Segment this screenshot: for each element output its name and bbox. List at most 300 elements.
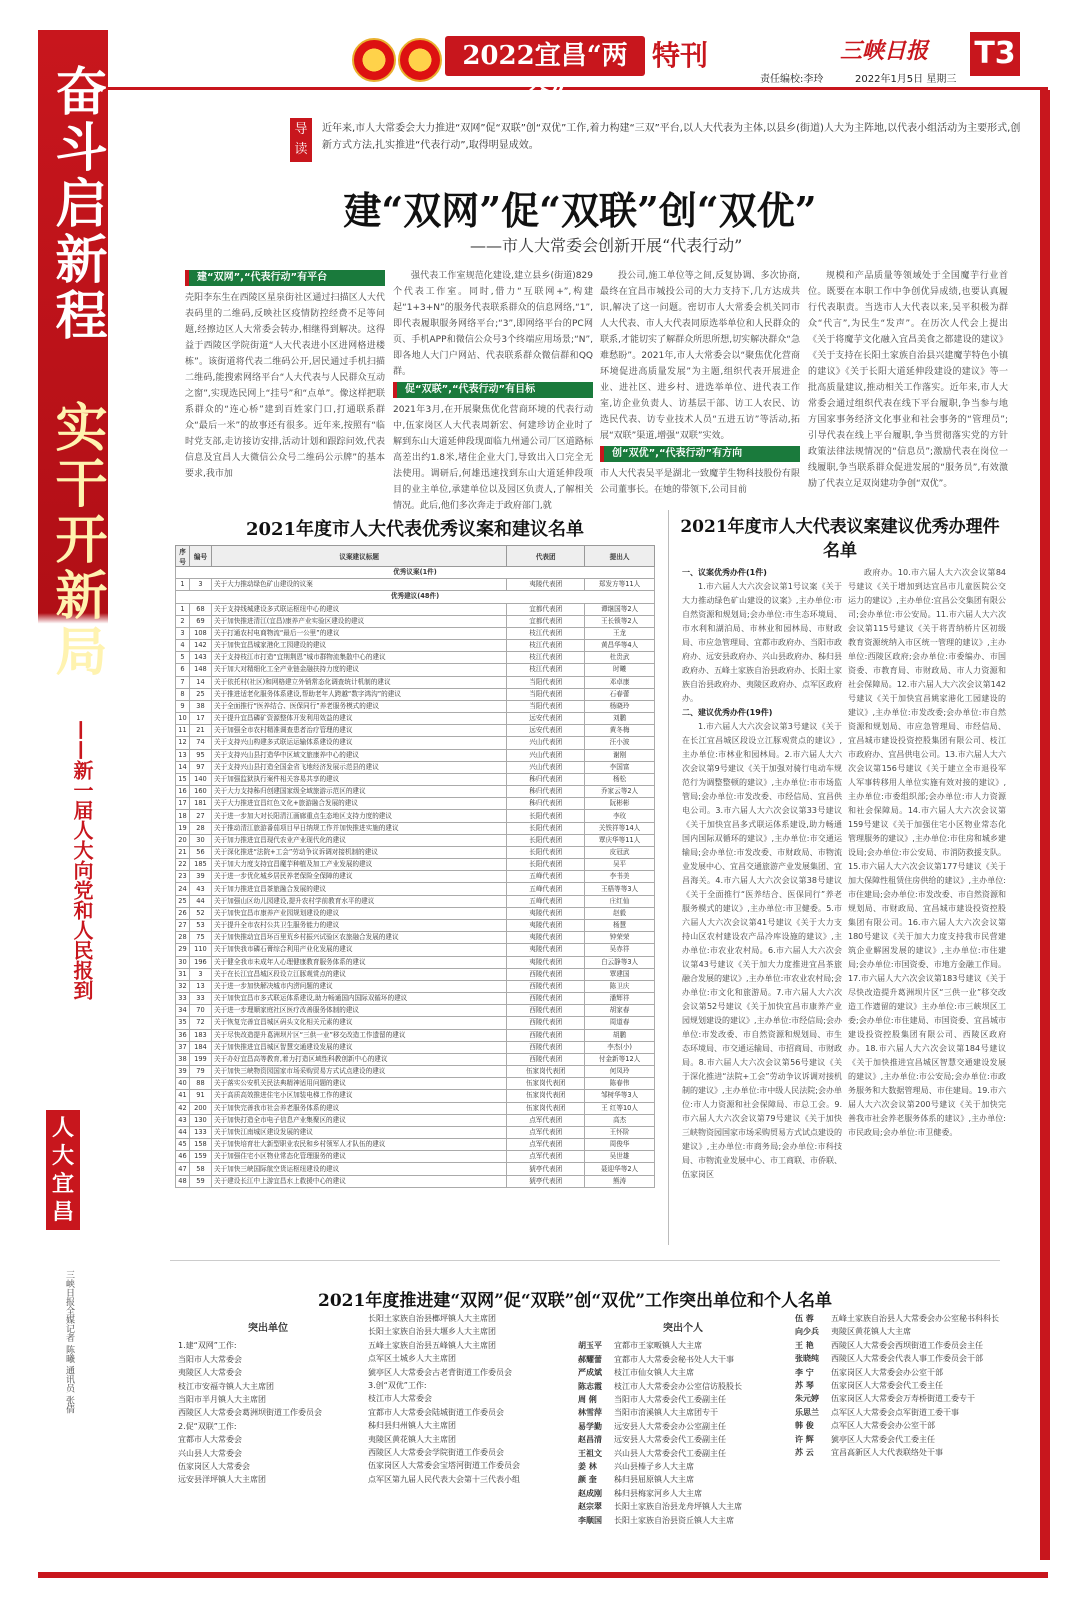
table-cell: 21 xyxy=(176,846,190,858)
person-item xyxy=(795,1433,1005,1446)
table-row xyxy=(176,603,655,615)
table-cell: 周道春 xyxy=(585,1017,655,1029)
table-cell: 西陵代表团 xyxy=(507,968,585,980)
table-cell: 吴世雄 xyxy=(585,1151,655,1163)
motions-table-body xyxy=(176,567,655,1188)
article-col-2 xyxy=(393,268,593,514)
table-cell: 远安代表团 xyxy=(507,713,585,725)
table-row xyxy=(176,713,655,725)
person-item xyxy=(578,1353,788,1366)
list-item: 枝江市人大常委会 xyxy=(368,1394,432,1404)
table-cell: 185 xyxy=(189,859,211,871)
table-cell: 关于支持兴山县打造华中区域文旅康养中心的建议 xyxy=(211,749,506,761)
table1-title: 2021年度市人大代表优秀议案和建议名单 xyxy=(245,519,585,540)
handling-col-1 xyxy=(682,566,842,1182)
table-cell: 关于加快推动宜昌环百里荒乡村振兴试验区农旅融合发展的建议 xyxy=(211,932,506,944)
table-cell: 熊涛 xyxy=(585,1175,655,1187)
table-cell: 付金新等12人 xyxy=(585,1053,655,1065)
table-cell: 133 xyxy=(189,1126,211,1138)
table-cell: 关于依托村(社区)和网格建立外销常态化调查统计机制的建议 xyxy=(211,676,506,688)
table-row xyxy=(176,1151,655,1163)
list-item: 点军区土城乡人大主席团 xyxy=(368,1354,456,1364)
table-cell: 95 xyxy=(189,749,211,761)
list-item: 猇亭区人大常委会古老背街道工作委员会 xyxy=(368,1367,512,1377)
table-cell: 23 xyxy=(176,871,190,883)
table-cell: 31 xyxy=(176,968,190,980)
table-row xyxy=(176,1005,655,1017)
person-item xyxy=(795,1446,1005,1459)
table-cell: 38 xyxy=(189,700,211,712)
table-cell: 乔家云等2人 xyxy=(585,786,655,798)
table-cell: 41 xyxy=(176,1090,190,1102)
table-cell: 关于打通农村电商物流“最后一公里”的建议 xyxy=(211,627,506,639)
table-cell: 3 xyxy=(176,627,190,639)
page-number: T3 xyxy=(970,32,1020,76)
th-seq: 序号 xyxy=(176,546,190,567)
list-item: 秭归县归州镇人大主席团 xyxy=(368,1421,456,1431)
table-cell: 19 xyxy=(176,822,190,834)
table-cell: 猇亭代表团 xyxy=(507,1163,585,1175)
table-cell: 关于推动清江旅游番茄项目早日纳规工作并加快推进实施的建议 xyxy=(211,822,506,834)
table-cell: 183 xyxy=(189,1029,211,1041)
person-name: 苏 云 xyxy=(795,1448,814,1458)
table-cell: 点军代表团 xyxy=(507,1151,585,1163)
person-name: 胡玉平 xyxy=(578,1341,602,1351)
table-cell: 黄昌华等4人 xyxy=(585,640,655,652)
table-cell: 关于全面推行“医养结合、医保同行”养老服务模式的建议 xyxy=(211,700,506,712)
table-cell: 杜贵武 xyxy=(585,652,655,664)
table-cell: 关于加快我市磷石膏综合利用产业化发展的建议 xyxy=(211,944,506,956)
table-cell: 五峰代表团 xyxy=(507,895,585,907)
table-cell: 关于进一步加大对长阳清江画廊重点生态地区支持力度的建议 xyxy=(211,810,506,822)
units-col-2 xyxy=(368,1312,578,1486)
table-row xyxy=(176,1041,655,1053)
person-role: 秭归县屈原镇人大主席 xyxy=(614,1475,694,1485)
table-cell: 秭归代表团 xyxy=(507,786,585,798)
people-head: 突出个人 xyxy=(663,1323,703,1334)
list-item: 长阳土家族自治县大堰乡人大主席团 xyxy=(368,1327,496,1337)
table-cell: 17 xyxy=(189,713,211,725)
table-cell: 西陵代表团 xyxy=(507,993,585,1005)
table-cell: 石春蕾 xyxy=(585,688,655,700)
table-row xyxy=(176,737,655,749)
table-cell: 秭归代表团 xyxy=(507,798,585,810)
table-cell: 关于加大对精细化工全产业链金融扶持力度的建议 xyxy=(211,664,506,676)
table-cell: 西陵代表团 xyxy=(507,1041,585,1053)
list-item: 点军区第九届人民代表大会第十三代表小组 xyxy=(368,1474,520,1484)
table-cell: 44 xyxy=(176,1126,190,1138)
person-item xyxy=(578,1406,788,1419)
person-name: 韩 俊 xyxy=(795,1421,814,1431)
table-cell: 33 xyxy=(176,993,190,1005)
table-cell: 28 xyxy=(176,932,190,944)
table-row xyxy=(176,822,655,834)
table-cell: 庄红仙 xyxy=(585,895,655,907)
person-role: 五峰土家族自治县人大常委会办公室秘书科科长 xyxy=(831,1314,999,1323)
person-item xyxy=(795,1312,1005,1325)
table-row xyxy=(176,688,655,700)
person-role: 长阳土家族自治县资丘镇人大主席 xyxy=(614,1515,734,1525)
table-row xyxy=(176,895,655,907)
left-banner xyxy=(38,30,108,1090)
table-cell: 91 xyxy=(189,1090,211,1102)
person-role: 兴山县人大常委会代工委副主任 xyxy=(614,1448,726,1458)
list-item: 长阳土家族自治县榔坪镇人大主席团 xyxy=(368,1314,496,1323)
person-name: 赵宗翠 xyxy=(578,1502,602,1512)
article-col-3 xyxy=(600,268,800,498)
person-name: 李 宁 xyxy=(795,1367,814,1377)
table-cell: 10 xyxy=(176,713,190,725)
table-cell: 13 xyxy=(189,980,211,992)
table-cell: 196 xyxy=(189,956,211,968)
person-role: 宜都市人大常委会秘书处人大干事 xyxy=(614,1354,734,1364)
table-row xyxy=(176,1017,655,1029)
table-cell: 高杰 xyxy=(585,1114,655,1126)
table-cell: 关于加力推进宜昌茶旅融合发展的建议 xyxy=(211,883,506,895)
person-item xyxy=(795,1419,1005,1432)
person-item xyxy=(578,1500,788,1513)
table-cell: 长阳代表团 xyxy=(507,810,585,822)
table-cell: 6 xyxy=(176,664,190,676)
person-name: 向少兵 xyxy=(795,1327,819,1337)
table-row xyxy=(176,883,655,895)
table-cell: 李书美 xyxy=(585,871,655,883)
table-cell: 199 xyxy=(189,1053,211,1065)
list-item: 伍家岗区人大常委会宝塔河街道工作委员会 xyxy=(368,1461,520,1471)
table-cell: 关于推进适老化服务体系建设,帮助老年人跨越“数字鸿沟”的建议 xyxy=(211,688,506,700)
byline-credit: 三峡日报全媒记者 陈曦 通讯员 张倩 xyxy=(64,1270,74,1414)
col3-text: 投公司,施工单位等之间,反复协调、多次协商,最终在宜昌市城投公司的大力支持下,几方达成共识,解决了这一问题。密切市人大常委会机关同市人大代表、市人大代表同原选举单位和人民群众的联系,才能切实了解群众所思所想,切实解决群众“急难愁盼”。2021年,市人大常委会以“聚焦优化营商环境促进高质量发展”为主题,组织代表开展进企业、进社区、进乡村、进选举单位、进代表工作室,访企业负责人、访基层干部、访工人农民、访选民代表、访专业技术人员“五进五访”等活动,拓展“双联”渠道,增强“双联”实效。 xyxy=(600,271,800,441)
table-cell: 邓卓康 xyxy=(585,676,655,688)
table-cell: 200 xyxy=(189,1102,211,1114)
table-row xyxy=(176,980,655,992)
section-head-2: 促“双联”,“代表行动”有目标 xyxy=(393,382,593,398)
person-name: 赵成刚 xyxy=(578,1488,602,1498)
table-cell: 88 xyxy=(189,1078,211,1090)
person-role: 远安县人大常委会办公室副主任 xyxy=(614,1421,726,1431)
table-cell: 关于支持兴山构建多式联运运输体系建设的建议 xyxy=(211,737,506,749)
person-item xyxy=(578,1487,788,1500)
table-row xyxy=(176,871,655,883)
table-cell: 关于加快三峡国际航空货运枢纽建设的建议 xyxy=(211,1163,506,1175)
table-cell: 兴山代表团 xyxy=(507,749,585,761)
person-name: 苏 琴 xyxy=(795,1381,814,1391)
table-cell: 关于进一步加快解决城市内涝问题的建议 xyxy=(211,980,506,992)
table-cell: 西陵代表团 xyxy=(507,1005,585,1017)
table-cell: 21 xyxy=(189,725,211,737)
table-cell: 68 xyxy=(189,603,211,615)
person-name: 林雪萍 xyxy=(578,1408,602,1418)
table-cell: 谢刚 xyxy=(585,749,655,761)
th-no: 编号 xyxy=(189,546,211,567)
person-name: 王 艳 xyxy=(795,1340,814,1350)
table-cell: 伍家岗代表团 xyxy=(507,1078,585,1090)
table-cell: 47 xyxy=(176,1163,190,1175)
table-cell: 刘鹏 xyxy=(585,713,655,725)
list-item: 2.促“双联”工作: xyxy=(178,1421,237,1431)
table-cell: 枝江代表团 xyxy=(507,664,585,676)
table-cell: 69 xyxy=(189,615,211,627)
table-cell: 14 xyxy=(189,676,211,688)
table-cell: 夷陵代表团 xyxy=(507,579,585,591)
table-cell: 枝江代表团 xyxy=(507,652,585,664)
col4-text: 规模和产品质量等领域处于全国魔芋行业首位。既要在本职工作中争创优异成绩,也要认真履行代表职责。当选市人大代表以来,吴平积极为群众“代言”,为民生“发声”。在历次人代会上提出《关于将魔芋文化融入宜昌美食之都建设的建议》《关于支持在长阳土家族自治县兴建魔芋特色小镇的建议》《关于长阳大道延伸段建设的建议》等一批高质量建议,推动相关工作落实。近年来,市人大常委会通过组织代表在线下平台履职,争当参与地方国家事务经济文化事业和社会事务的“管理员”;引导代表在线上平台履职,争当贯彻落实党的方针政策法律法规情况的“信息员”;激励代表在岗位一线履职,争当联系群众促进发展的“服务员”,有效激励了代表立足双岗建功争创“双优”。 xyxy=(808,271,1008,489)
table-row xyxy=(176,1126,655,1138)
handling-a1: 1.市六届人大六次会议第1号议案《关于大力推动绿色矿山建设的议案》,主办单位:市自然资源和规划局;会办单位:市生态环境局、市水利和湖泊局、市林业和园林局、市财政局、市应急管理局、宜都市政府办、当阳市政府办、远安县政府办、兴山县政府办、秭归县政府办、五峰土家族自治县政府办、长阳土家族自治县政府办、夷陵区政府办、点军区政府办。 xyxy=(682,582,842,703)
table-cell: 远安代表团 xyxy=(507,725,585,737)
table-cell: 7 xyxy=(176,676,190,688)
table-cell: 关于加快打造全市电子信息产业集聚区的建议 xyxy=(211,1114,506,1126)
table-cell: 关于尽快改造提升葛洲坝片区“三供一业”移交改造工作遗留的建议 xyxy=(211,1029,506,1041)
person-name: 乐思兰 xyxy=(795,1407,819,1417)
table-row xyxy=(176,615,655,627)
table-cell: 184 xyxy=(189,1041,211,1053)
table-cell: 39 xyxy=(176,1066,190,1078)
table-cell: 当阳代表团 xyxy=(507,700,585,712)
person-item xyxy=(795,1379,1005,1392)
person-name: 王祖文 xyxy=(578,1448,602,1458)
list-item: 枝江市安福寺镇人大主席团 xyxy=(178,1381,274,1391)
table-cell: 黄冬梅 xyxy=(585,725,655,737)
section-cell: 优秀议案(1件) xyxy=(176,567,655,579)
table-row xyxy=(176,652,655,664)
table-row xyxy=(176,968,655,980)
table-cell: 关于大力推动绿色矿山建设的议案 xyxy=(211,579,506,591)
table-cell: 关于建设长江中上游宜昌水上救援中心的建议 xyxy=(211,1175,506,1187)
th-delegation: 代表团 xyxy=(507,546,585,567)
table-cell: 胡鹏 xyxy=(585,1029,655,1041)
table-row xyxy=(176,810,655,822)
table-cell: 72 xyxy=(189,1017,211,1029)
table-cell: 18 xyxy=(176,810,190,822)
intro-text: 近年来,市人大常委会大力推进“双网”促“双联”创“双优”工作,着力构建“三双”平台,以人大代表为主体,以县乡(街道)人大为主阵地,以代表小组活动为主要形式,创新方式方法,扎实推进“代表行动”,取得明显成效。 xyxy=(322,123,1021,151)
table-cell: 李杰(小) xyxy=(585,1041,655,1053)
table3-title: 2021年度推进建“双网”促“双联”创“双优”工作突出单位和个人名单 xyxy=(318,1291,832,1311)
table-cell: 谭继国等2人 xyxy=(585,603,655,615)
table-cell: 当阳代表团 xyxy=(507,676,585,688)
table-row xyxy=(176,700,655,712)
table-row xyxy=(176,579,655,591)
table-cell: 关于加强全市农村精准调查患者治疗管理的建议 xyxy=(211,725,506,737)
table-cell: 关于支持兴山县打造全国金省飞地经济发展示范县的建议 xyxy=(211,761,506,773)
table-row xyxy=(176,993,655,1005)
national-emblem-icon xyxy=(352,38,396,82)
list-item: 3.创“双优”工作: xyxy=(368,1381,427,1391)
table-cell: 关于加快培育壮大新型职业农民和乡村领军人才队伍的建议 xyxy=(211,1139,506,1151)
table-cell: 西陵代表团 xyxy=(507,1053,585,1065)
table-cell: 夷陵代表团 xyxy=(507,944,585,956)
person-item xyxy=(578,1473,788,1486)
article-col-4 xyxy=(808,268,1008,492)
table-cell: 15 xyxy=(176,773,190,785)
table-row xyxy=(176,834,655,846)
table-cell: 陈卫庆 xyxy=(585,980,655,992)
col2-text: 强代表工作室规范化建设,建立县乡(街道)829个代表工作室。同时,借力“互联网+”,构建起“1+3+N”的服务代表联系群众的信息网络,“1”,即代表履职服务网络平台;“3”,即网络平台的PC网页、手机APP和微信公众号3个终端应用场景;“N”,即各地人大门户网站、代表联系群众微信群和QQ群。 xyxy=(393,271,593,377)
table-cell: 潘辉祥 xyxy=(585,993,655,1005)
list-item: 夷陵区人大常委会 xyxy=(178,1368,242,1378)
table-row xyxy=(176,1078,655,1090)
table-cell: 秭归代表团 xyxy=(507,773,585,785)
table-cell: 点军代表团 xyxy=(507,1139,585,1151)
section-head-1: 建“双网”,“代表行动”有平台 xyxy=(185,270,385,286)
table-cell: 46 xyxy=(176,1151,190,1163)
table-cell: 夷陵代表团 xyxy=(507,956,585,968)
table-cell: 关于支持线城建设多式联运枢纽中心的建议 xyxy=(211,603,506,615)
article-title: 建“双网”促“双联”创“双优” xyxy=(343,188,817,233)
table-cell: 宜都代表团 xyxy=(507,603,585,615)
list-item: 当阳市半月镇人大主席团 xyxy=(178,1395,266,1405)
table-cell: 159 xyxy=(189,1151,211,1163)
table-row xyxy=(176,725,655,737)
table-cell: 杨晓玲 xyxy=(585,700,655,712)
person-name: 伍 蓉 xyxy=(795,1314,814,1323)
table-cell: 西陵代表团 xyxy=(507,1017,585,1029)
list-item: 西陵区人大常委会葛洲坝街道工作委员会 xyxy=(178,1408,322,1418)
table-cell: 李玫 xyxy=(585,810,655,822)
table-cell: 148 xyxy=(189,664,211,676)
table-cell: 关于加快宜昌城家港化工园建设的建议 xyxy=(211,640,506,652)
person-item xyxy=(578,1460,788,1473)
table-row xyxy=(176,1139,655,1151)
list-item: 当阳市人大常委会 xyxy=(178,1354,242,1364)
list-item: 西陵区人大常委会学院街道工作委员会 xyxy=(368,1448,504,1458)
table-cell: 关于加快三峡物资园国家市场采购贸易方式试点建设的建议 xyxy=(211,1066,506,1078)
article-col-1 xyxy=(185,268,385,482)
slogan-1: 奋斗启新程 xyxy=(46,64,107,344)
table-row xyxy=(176,773,655,785)
table-cell: 邹树华等3人 xyxy=(585,1090,655,1102)
cppcc-emblem-icon xyxy=(398,38,442,82)
list-item: 五峰土家族自治县五峰镇人大主席团 xyxy=(368,1340,496,1350)
table-cell: 27 xyxy=(176,919,190,931)
table-cell: 王怀阶 xyxy=(585,1126,655,1138)
person-role: 点军区人大常委会点军街道工委干事 xyxy=(831,1407,959,1417)
table-cell: 赵毅 xyxy=(585,907,655,919)
table-cell: 37 xyxy=(176,1041,190,1053)
person-item xyxy=(578,1420,788,1433)
table-cell: 48 xyxy=(176,1175,190,1187)
section-cell: 优秀建议(48件) xyxy=(176,591,655,603)
person-role: 夷陵区黄花镇人大主席 xyxy=(831,1327,911,1337)
list-item: 兴山县人大常委会 xyxy=(178,1448,242,1458)
table-cell: 兴山代表团 xyxy=(507,761,585,773)
person-role: 宜昌高新区人大代表联络处干事 xyxy=(831,1448,943,1458)
table-cell: 4 xyxy=(176,640,190,652)
table-cell: 关于加快江南城区建设发展的建议 xyxy=(211,1126,506,1138)
table-cell: 周俊华 xyxy=(585,1139,655,1151)
table-cell: 45 xyxy=(176,1139,190,1151)
handling-c: 政府办。10.市六届人大六次会议第84号建议《关于增加到达宜昌市儿童医院公交运力的建议》,主办单位:宜昌公交集团有限公司;会办单位:市公安局。11.市六届人大六次会议第115号建议《关于将青纳桥片区初级教育资源统纳入市区统一管理的建议》,主办单位:西陵区政府;会办单位:市委编办、市国资委、市教育局、市财政局、市人力资源和社会保障局。12.市六届人大六次会议第142号建议《关于加快宜昌姚家港化工园建设的建议》,主办单位:市发改委;会办单位:市自然资源和规划局、市应急管理局、市经信局、宜昌城市建设投资控股集团有限公司、枝江市政府办、宜昌供电公司。13.市六届人大六次会议第156号建议《关于建立全市退役军人军事转移用人单位实施有效对接的建议》,主办单位:市委组织部;会办单位:市人力资源和社会保障局。14.市六届人大六次会议第159号建议《关于加强住宅小区物业常态化管理服务的建议》,主办单位:市住房和城乡建设局;会办单位:市公安局、市消防救援支队。15.市六届人大六次会议第177号建议《关于加大保障性租赁住房供给的建议》,主办单位:市住建局;会办单位:市发改委、市自然资源和规划局、市财政局、宜昌城市建设投资控股集团有限公司。16.市六届人大六次会议第180号建议《关于加大力度支持我市民营建筑企业解困发展的建议》,主办单位:市住建局;会办单位:市国资委、市地方金融工作局。17.市六届人大六次会议第183号建议《关于尽快改造提升葛洲坝片区“三供一业”移交改造工作遗留的建议》主办单位:市三峡坝区工委;会办单位:市住建局、市国资委、宜昌城市建设投资控股集团有限公司、西陵区政府办。18.市六届人大六次会议第184号建议《关于加快推进宜昌城区智慧交通建设发展的建议》,主办单位:市公安局;会办单位:市政务服务和大数据管理局、市住建局。19.市六届人大六次会议第200号建议《关于加快完善我市社会养老服务体系的建议》,主办单位:市民政局;会办单位:市卫健委。 xyxy=(848,568,1006,1137)
person-role: 伍家岗区人大常委会办公室干部 xyxy=(831,1367,943,1377)
table-cell: 关于支持枝江市打造“宜荆荆恩”城市群物流集散中心的建议 xyxy=(211,652,506,664)
table-row xyxy=(176,1163,655,1175)
table-row xyxy=(176,664,655,676)
table-cell: 吴赤祥 xyxy=(585,944,655,956)
table-cell: 3 xyxy=(189,968,211,980)
table-cell: 郑发方等11人 xyxy=(585,579,655,591)
table-cell: 142 xyxy=(189,640,211,652)
table-cell: 110 xyxy=(189,944,211,956)
table-row xyxy=(176,907,655,919)
table-row xyxy=(176,1114,655,1126)
person-role: 伍家岗区人大常委会代工委主任 xyxy=(831,1381,943,1391)
table-cell: 王龙 xyxy=(585,627,655,639)
table2-title: 2021年度市人大代表议案建议优秀办理件名单 xyxy=(680,517,1000,561)
table-cell: 杨慧 xyxy=(585,919,655,931)
handling-b: 1.市六届人大六次会议第3号建议《关于在长江宜昌城区段设立江豚观赏点的建议》,主办单位:市林业和园林局。2.市六届人大六次会议第9号建议《关于加强对骑行电动车规范行为调整整顿的建议》,主办单位:市市场监管局;会办单位:市发改委、市经信局、宜昌供电公司。3.市六届人大六次会议第33号建议《关于加快宜昌多式联运体系建设,助力畅通国内国际双循环的建议》,主办单位:市交通运输局;会办单位:市发改委、市财政局、市物流业发展中心、宜昌交通旅游产业发展集团、宜昌海关。4.市六届人大六次会议第38号建议《关于全面推行“医养结合、医保同行”养老服务模式的建议》,主办单位:市卫健委。5.市六届人大六次会议第41号建议《关于大力支持山区农村建设农产品冷库设施的建议》,主办单位:市农业农村局。6.市六届人大六次会议第43号建议《关于加大力度推进宜昌茶旅融合发展的建议》,主办单位:市农业农村局;会办单位:市文化和旅游局。7.市六届人大六次会议第52号建议《关于加快宜昌市康养产业园规划建设的建议》,主办单位:市经信局;会办单位:市发改委、市自然资源和规划局、市生态环境局、市交通运输局、市招商局、市财政局。8.市六届人大六次会议第56号建议《关于深化推进“法院+工会”劳动争议诉调对接机制的建议》,主办单位:市中级人民法院;会办单位:市人力资源和社会保障局、市总工会。9.市六届人大六次会议第79号建议《关于加快三峡物资园国家市场采购贸易方式试点建设的建议》,主办单位:市商务局;会办单位:市科技局、市物流业发展中心、市工商联、市侨联、伍家岗区 xyxy=(682,722,842,1179)
table-cell: 关于进一步理顺家庭社区医疗改善服务体制的建议 xyxy=(211,1005,506,1017)
section-head-3: 创“双优”,“代表行动”有方向 xyxy=(600,446,800,462)
person-item xyxy=(578,1339,788,1352)
table-cell: 1 xyxy=(176,603,190,615)
section-row-suggestions xyxy=(176,591,655,603)
table-cell: 关于进一步优化城乡居民养老保险全保障的建议 xyxy=(211,871,506,883)
people-list-1 xyxy=(578,1339,788,1527)
banner-title: 2022宜昌“两会” xyxy=(445,36,645,76)
table-cell: 70 xyxy=(189,1005,211,1017)
table-row xyxy=(176,749,655,761)
table-cell: 38 xyxy=(176,1053,190,1065)
person-item xyxy=(795,1406,1005,1419)
table-cell: 关于提升宜昌磷矿资源整体开发利用效益的建议 xyxy=(211,713,506,725)
people-col-1 xyxy=(578,1322,788,1527)
table-cell: 关于落实公安机关民法典精神适用问题的建议 xyxy=(211,1078,506,1090)
table-cell: 13 xyxy=(176,749,190,761)
person-role: 宜都市王家畈镇人大主席 xyxy=(614,1341,702,1351)
table-cell: 27 xyxy=(189,810,211,822)
list-item: 宜都市人大常委会 xyxy=(178,1435,242,1445)
table-cell: 29 xyxy=(176,944,190,956)
table-cell: 16 xyxy=(176,786,190,798)
table-row xyxy=(176,761,655,773)
table-row xyxy=(176,846,655,858)
col3b-text: 市人大代表吴平是湖北一致魔芋生物科技股份有限公司董事长。在她的带领下,公司目前 xyxy=(600,469,800,495)
person-role: 兴山县榛子乡人大主席 xyxy=(614,1462,694,1472)
person-role: 枝江市人大常委会办公室信访股股长 xyxy=(614,1381,742,1391)
table-cell: 160 xyxy=(189,786,211,798)
people-list-2 xyxy=(795,1312,1005,1459)
table-cell: 关于大力推进宜昌红色文化+旅游融合发展的建议 xyxy=(211,798,506,810)
slogan-2: 实干开新局 xyxy=(46,400,107,680)
table-cell: 当阳代表团 xyxy=(507,688,585,700)
table-cell: 覃庆华等11人 xyxy=(585,834,655,846)
person-name: 郝耀蕾 xyxy=(578,1354,602,1364)
table-cell: 伍家岗代表团 xyxy=(507,1090,585,1102)
table-row xyxy=(176,1102,655,1114)
table-cell: 白云静等3人 xyxy=(585,956,655,968)
table-row xyxy=(176,640,655,652)
person-item xyxy=(578,1380,788,1393)
table-cell: 39 xyxy=(189,871,211,883)
table-cell: 关于恢复完善宜昌城区码头文化相关元素的建议 xyxy=(211,1017,506,1029)
table-cell: 9 xyxy=(176,700,190,712)
table-cell: 枝江代表团 xyxy=(507,627,585,639)
table-cell: 吴平 xyxy=(585,859,655,871)
table-cell: 59 xyxy=(189,1175,211,1187)
table-cell: 8 xyxy=(176,688,190,700)
table-cell: 140 xyxy=(189,773,211,785)
person-item xyxy=(578,1447,788,1460)
person-item xyxy=(578,1433,788,1446)
person-item xyxy=(795,1325,1005,1338)
table-cell: 30 xyxy=(176,956,190,968)
table-cell: 26 xyxy=(176,907,190,919)
th-title: 议案建议标题 xyxy=(211,546,506,567)
table-cell: 伍家岗代表团 xyxy=(507,1102,585,1114)
table-cell: 夷陵代表团 xyxy=(507,932,585,944)
person-role: 枝江市仙女镇人大主席 xyxy=(614,1368,694,1378)
table-cell: 长阳代表团 xyxy=(507,846,585,858)
